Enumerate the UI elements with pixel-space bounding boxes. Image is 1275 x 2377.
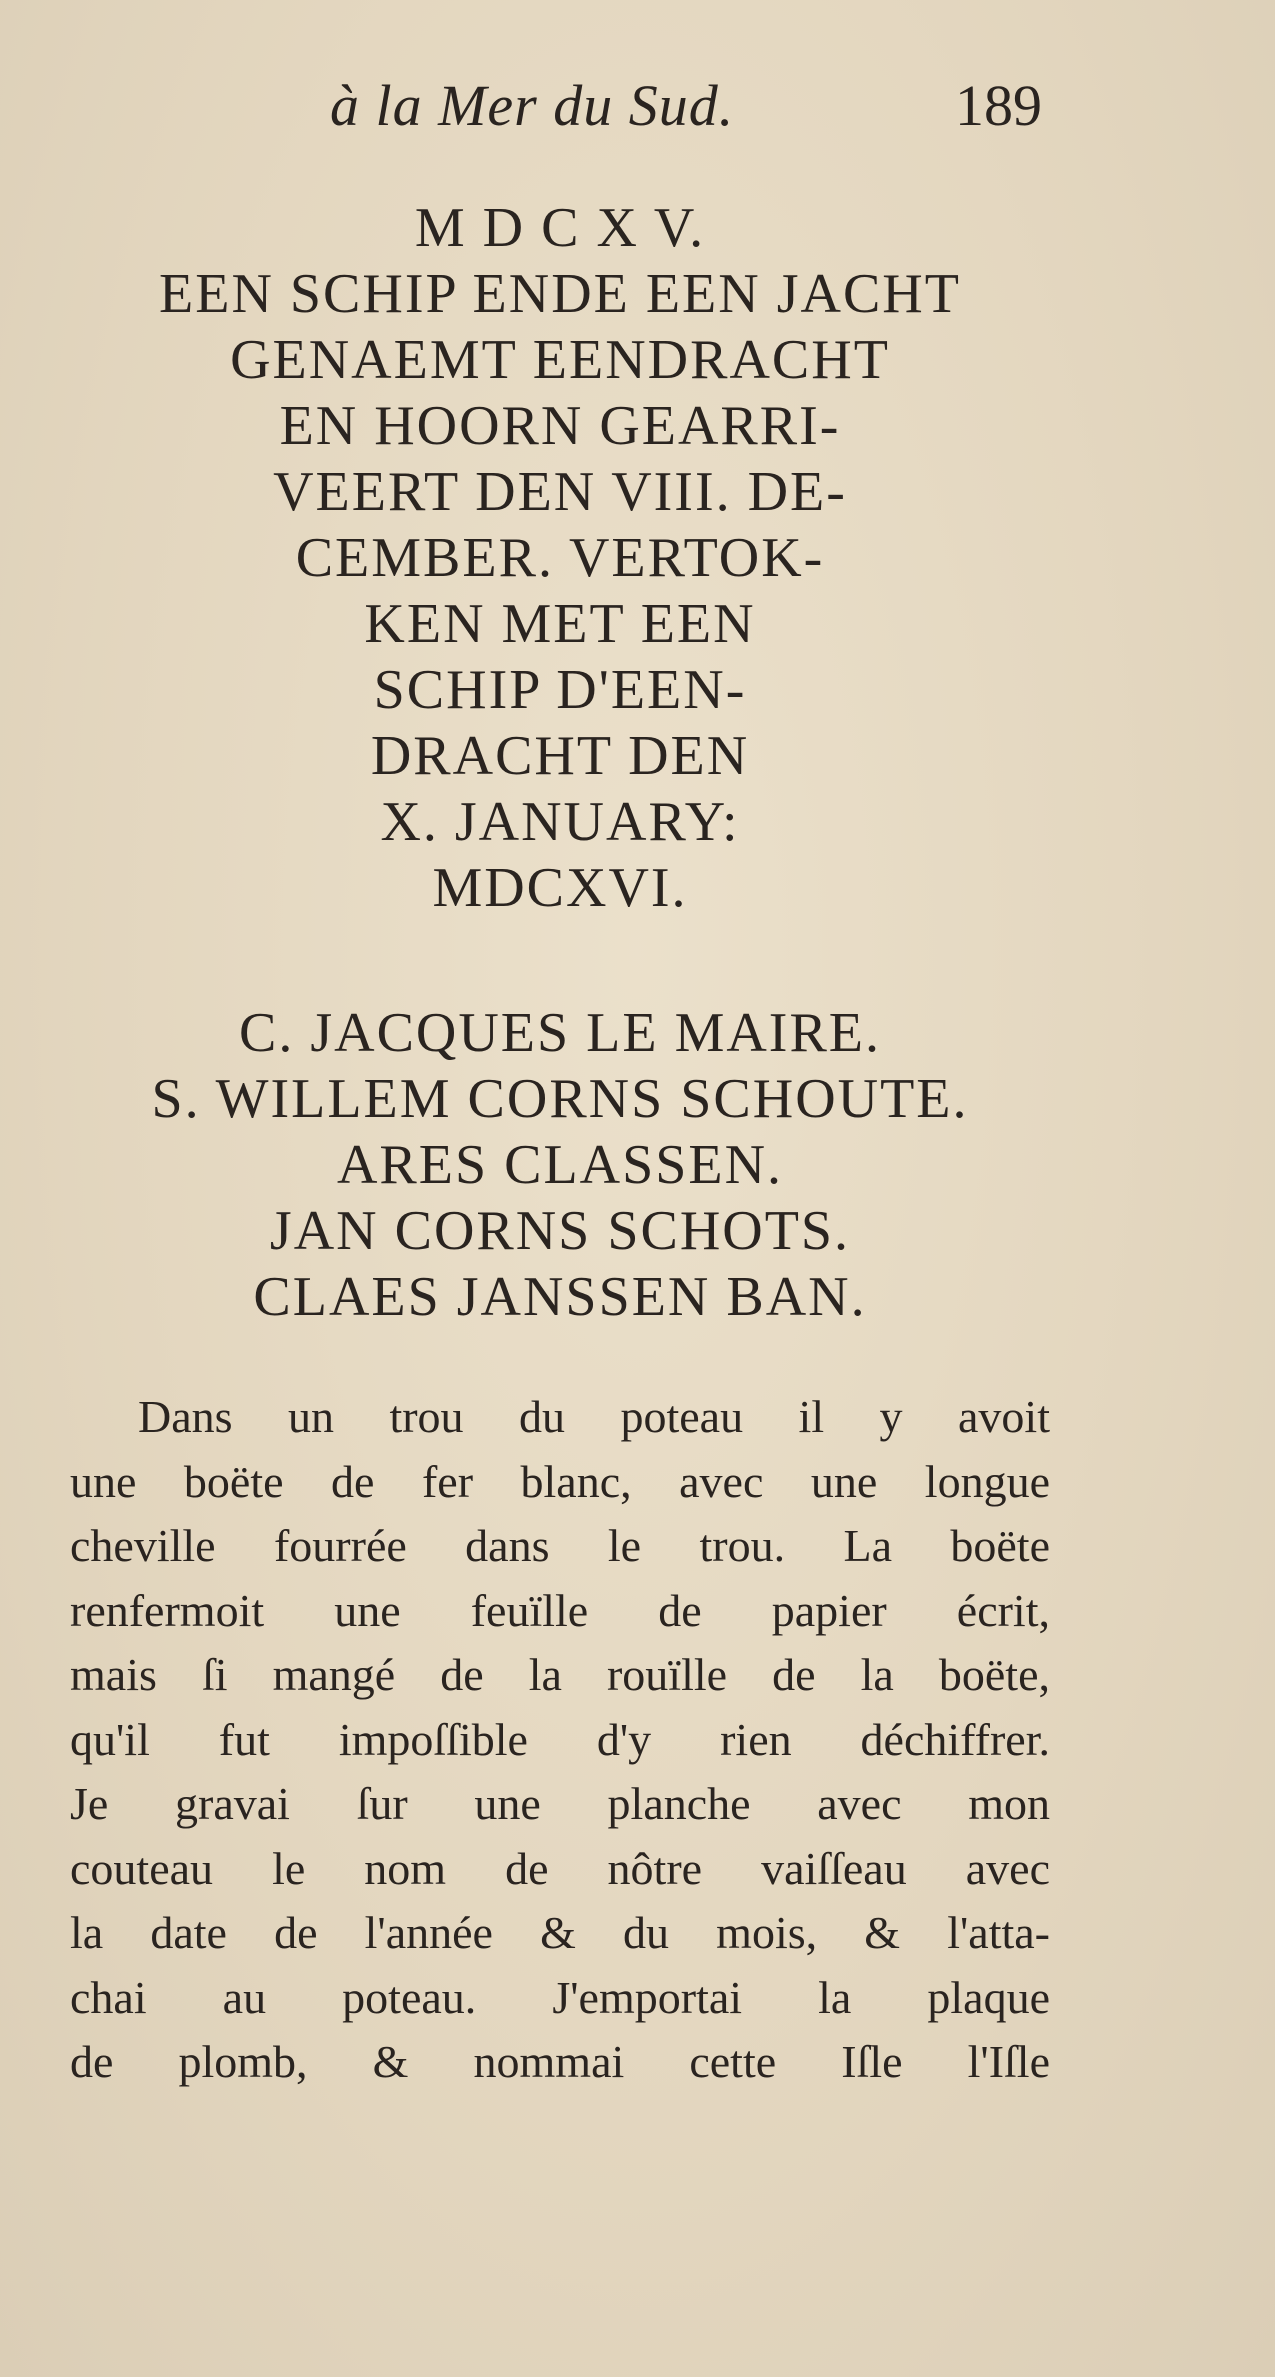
crew-line: C. JACQUES LE MAIRE. bbox=[238, 1002, 882, 1064]
inscription-line: X. JANUARY: bbox=[380, 791, 740, 853]
body-line: couteau le nom de nôtre vaiſſeau avec bbox=[70, 1842, 1050, 1894]
inscription-line: KEN MET EEN bbox=[364, 593, 756, 655]
crew-line: CLAES JANSSEN BAN. bbox=[253, 1266, 867, 1328]
body-line: qu'il fut impoſſible d'y rien déchiffrer. bbox=[70, 1713, 1050, 1765]
crew-line: JAN CORNS SCHOTS. bbox=[269, 1200, 851, 1262]
inscription-line: SCHIP D'EEN- bbox=[373, 659, 747, 721]
inscription-line: EN HOORN GEARRI- bbox=[279, 395, 841, 457]
body-paragraph bbox=[70, 1385, 1050, 2095]
page-number: 189 bbox=[955, 73, 1042, 138]
inscription-line: DRACHT DEN bbox=[370, 725, 750, 787]
inscription-line: GENAEMT EENDRACHT bbox=[230, 329, 890, 391]
crew-list bbox=[40, 1000, 1080, 1330]
body-line: la date de l'année & du mois, & l'atta- bbox=[70, 1907, 1050, 1958]
inscription-line: VEERT DEN VIII. DE- bbox=[273, 461, 847, 523]
body-line: cheville fourrée dans le trou. La boëte bbox=[70, 1520, 1050, 1571]
body-line: Dans un trou du poteau il y avoit bbox=[138, 1391, 1050, 1442]
body-line: une boëte de fer blanc, avec une longue bbox=[70, 1455, 1050, 1507]
crew-line: ARES CLASSEN. bbox=[336, 1134, 784, 1196]
inscription-line: CEMBER. VERTOK- bbox=[295, 527, 825, 589]
body-line: de plomb, & nommai cette Iſle l'Iſle bbox=[70, 2036, 1050, 2087]
inscription-block bbox=[40, 195, 1080, 921]
body-line: renfermoit une feuïlle de papier écrit, bbox=[70, 1584, 1050, 1636]
body-line: Je gravai ſur une planche avec mon bbox=[70, 1778, 1050, 1829]
inscription-line: EEN SCHIP ENDE EEN JACHT bbox=[159, 263, 961, 325]
inscription-line: MDCXVI. bbox=[432, 857, 688, 919]
crew-line: S. WILLEM CORNS SCHOUTE. bbox=[151, 1068, 969, 1130]
body-line: chai au poteau. J'emportai la plaque bbox=[70, 1971, 1050, 2023]
body-line: mais ſi mangé de la rouïlle de la boëte, bbox=[70, 1649, 1050, 1700]
inscription-line: M D C X V. bbox=[414, 197, 706, 259]
running-head: à la Mer du Sud. bbox=[330, 73, 735, 138]
